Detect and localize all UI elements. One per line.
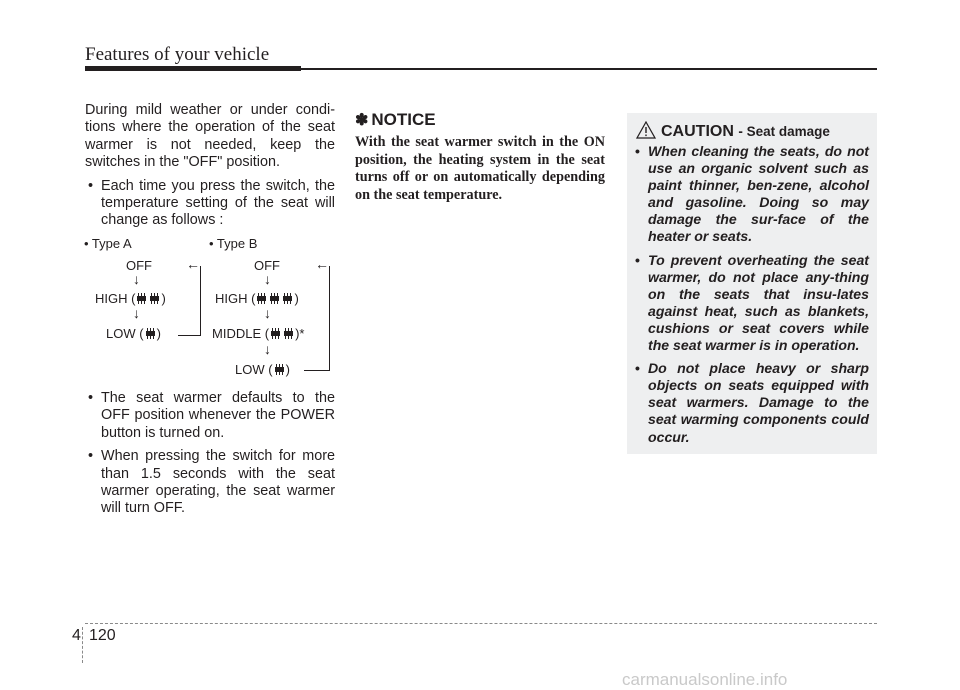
caution-item-text: When cleaning the seats, do not use an organic solvent such as paint thinner, ben-zene, alcohol and gasoline. Doing so may damage the sur-face of the heater or seats. [648, 143, 869, 245]
chapter-number: 4 [72, 627, 81, 644]
type-b-arrow-1: ↓ [264, 271, 271, 287]
left-column [85, 102, 335, 230]
type-a-bracket-horizontal [178, 335, 201, 336]
left-column-lower [85, 390, 335, 518]
type-a-label: • Type A [84, 236, 132, 251]
notice-body: With the seat warmer switch in the ON position, the heating system in the seat turns off or on automatically depending on the seat temperature. [355, 134, 605, 203]
warning-triangle-icon [636, 121, 656, 144]
bullet-long-press [85, 448, 335, 518]
caution-item [633, 360, 869, 445]
page-header-title: Features of your vehicle [85, 44, 270, 65]
caution-subtitle: - Seat damage [738, 124, 830, 139]
type-a-high [95, 292, 166, 306]
type-b-middle-text: MIDDLE ( [212, 326, 270, 341]
seat-warmer-icon [146, 328, 155, 339]
type-a-off: OFF [126, 258, 152, 273]
caution-list [633, 143, 869, 452]
notice-heading [355, 110, 436, 130]
type-b-low-close: ) [285, 362, 290, 377]
bullet-dot: • [635, 143, 640, 159]
type-b-low [235, 363, 290, 377]
caution-title [661, 123, 830, 141]
type-a-high-close: ) [161, 291, 166, 306]
type-b-arrow-3: ↓ [264, 341, 271, 357]
type-b-return-arrow: ← [315, 256, 329, 272]
caution-item-text: To prevent overheating the seat warmer, do not place any-thing on the seats that insu-lates against heat, such as blankets, cushions or seat covers while the seat warmer is in operation. [648, 251, 869, 354]
caution-item-text: Do not place heavy or sharp objects on seats equipped with seat warmers. Damage to the seat warming components could occur. [648, 360, 869, 445]
type-b-bracket-horizontal [304, 370, 330, 371]
type-b-middle [212, 327, 304, 341]
type-b-label: • Type B [209, 236, 258, 251]
page-number: 120 [89, 627, 116, 644]
intro-paragraph: During mild weather or under condi-tions where the operation of the seat warmer is not needed, keep the switches in the "OFF" position. [85, 102, 335, 171]
type-b-middle-close: )* [295, 326, 305, 341]
caution-title-text: CAUTION [661, 123, 734, 140]
seat-warmer-icon [271, 328, 280, 339]
bullet-text: When pressing the switch for more than 1.5 seconds with the seat warmer operating, the seat warmer will turn OFF. [101, 448, 335, 517]
header-rule-thick [85, 66, 301, 71]
notice-title: NOTICE [371, 110, 436, 129]
type-b-high-close: ) [294, 291, 299, 306]
type-a-low-close: ) [156, 326, 161, 341]
watermark: carmanualsonline.info [622, 670, 788, 689]
seat-warmer-icon [284, 328, 293, 339]
bullet-text: Each time you press the switch, the temperature setting of the seat will change as follows : [101, 177, 335, 229]
header-rule-thin [301, 68, 877, 70]
type-a-arrow-2: ↓ [133, 305, 140, 321]
type-b-low-text: LOW ( [235, 362, 273, 377]
bullet-dot: • [88, 390, 94, 406]
bullet-dot: • [635, 360, 640, 377]
bullet-press-switch [85, 178, 335, 230]
type-b-high-text: HIGH ( [215, 291, 256, 306]
caution-item [633, 252, 869, 355]
footer-divider [82, 627, 83, 663]
seat-warmer-icon [275, 364, 284, 375]
type-a-high-text: HIGH ( [95, 291, 136, 306]
type-a-bracket-vertical [200, 266, 201, 336]
notice-star-icon: ✽ [355, 112, 369, 129]
footer-rule [85, 623, 877, 624]
bullet-dot: • [88, 177, 94, 194]
type-b-bracket-vertical [329, 266, 330, 371]
seat-warmer-icon [150, 293, 159, 304]
type-a-arrow-1: ↓ [133, 271, 140, 287]
seat-warmer-icon [257, 293, 266, 304]
caution-item [633, 143, 869, 246]
bullet-text: The seat warmer defaults to the OFF position whenever the POWER button is turned on. [101, 390, 335, 441]
seat-warmer-icon [137, 293, 146, 304]
type-a-low [106, 327, 161, 341]
seat-warmer-icon [283, 293, 292, 304]
bullet-dot: • [88, 448, 94, 465]
type-a-low-text: LOW ( [106, 326, 144, 341]
bullet-default-off [85, 390, 335, 442]
seat-warmer-icon [270, 293, 279, 304]
type-b-off: OFF [254, 258, 280, 273]
type-b-arrow-2: ↓ [264, 305, 271, 321]
type-a-return-arrow: ← [186, 256, 200, 272]
type-b-high [215, 292, 299, 306]
bullet-dot: • [635, 251, 640, 268]
